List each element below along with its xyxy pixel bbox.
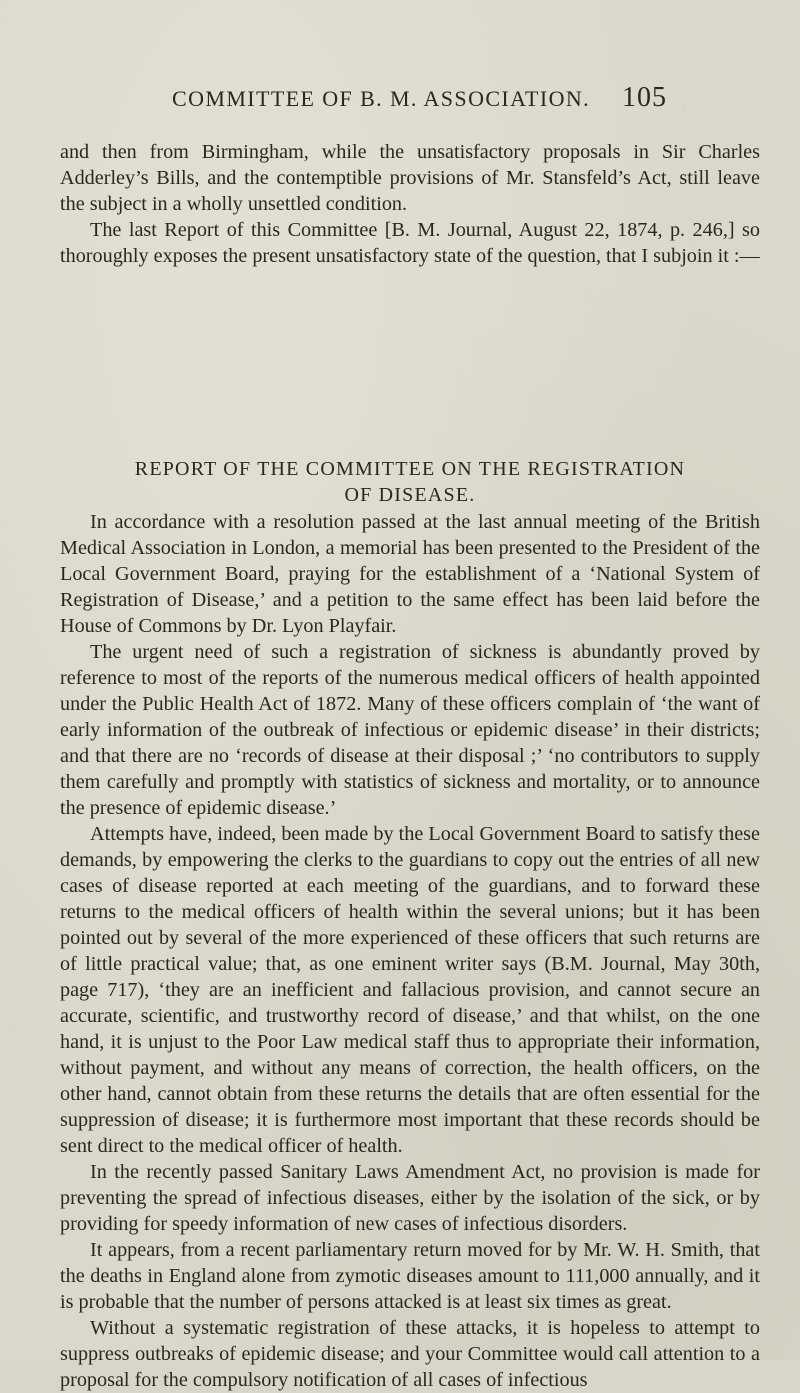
report-paragraph: In the recently passed Sanitary Laws Amendment Act, no provision is made for preventing the spread of infectious diseases, either by the isolation of the sick, or by providing for speedy information of new cases of infectious disorders. bbox=[60, 1161, 760, 1235]
intro-paragraph: The last Report of this Committee [B. M. Journal, August 22, 1874, p. 246,] so thoroughly exposes the present unsatisfactory state of the question, that I subjoin it :— bbox=[60, 219, 760, 267]
running-head bbox=[0, 82, 800, 120]
report-paragraph: It appears, from a recent parliamentary return moved for by Mr. W. H. Smith, that the deaths in England alone from zymotic diseases amount to 111,000 annually, and it is probable that the number of persons attacked is at least six times as great. bbox=[60, 1239, 760, 1313]
report-heading-line-1: REPORT OF THE COMMITTEE ON THE REGISTRATION bbox=[134, 458, 686, 480]
running-head-title: COMMITTEE OF B. M. ASSOCIATION. bbox=[172, 86, 591, 111]
report-paragraph: In accordance with a resolution passed at the last annual meeting of the British Medical Association in London, a memorial has been presented to the President of the Local Government Board, praying for the establishment of a ‘National System of Registration of Disease,’ and a petition to the same effect has been laid before the House of Commons by Dr. Lyon Playfair. bbox=[60, 511, 760, 637]
page-number: 105 bbox=[622, 82, 667, 113]
report-heading bbox=[60, 456, 760, 508]
intro-paragraph-continued: and then from Birmingham, while the unsatisfactory proposals in Sir Charles Adderley’s Bills, and the contemptible provisions of Mr. Stansfeld’s Act, still leave the subject in a wholly unsettled condition. bbox=[60, 141, 760, 215]
report-paragraph: Attempts have, indeed, been made by the Local Government Board to satisfy these demands, by empowering the clerks to the guardians to copy out the entries of all new cases of disease reported at each meeting of the guardians, and to forward these returns to the medical officers of health within the several unions; but it has been pointed out by several of the more experienced of these officers that such returns are of little practical value; that, as one eminent writer says (B.M. Journal, May 30th, page 717), ‘they are an inefficient and fallacious provision, and cannot secure an accurate, scientific, and trustworthy record of disease,’ and that whilst, on the one hand, it is unjust to the Poor Law medical staff thus to appropriate their information, without payment, and without any means of correction, the health officers, on the other hand, cannot obtain from these returns the details that are often essential for the suppression of disease; it is furthermore most important that these records should be sent direct to the medical officer of health. bbox=[60, 823, 760, 1157]
intro-text bbox=[60, 139, 760, 269]
report-heading-line-2: OF DISEASE. bbox=[344, 484, 476, 506]
report-body bbox=[60, 509, 760, 1393]
report-paragraph: The urgent need of such a registration of sickness is abundantly proved by reference to most of the reports of the numerous medical officers of health appointed under the Public Health Act of 1872. Many of these officers complain of ‘the want of early information of the outbreak of infectious or epidemic disease’ in their districts; and that there are no ‘records of disease at their disposal ;’ ‘no contributors to supply them carefully and promptly with statistics of sickness and mortality, or to announce the presence of epidemic disease.’ bbox=[60, 641, 760, 819]
report-paragraph: Without a systematic registration of these attacks, it is hopeless to attempt to suppress outbreaks of epidemic disease; and your Committee would call attention to a proposal for the compulsory notification of all cases of infectious bbox=[60, 1317, 760, 1391]
